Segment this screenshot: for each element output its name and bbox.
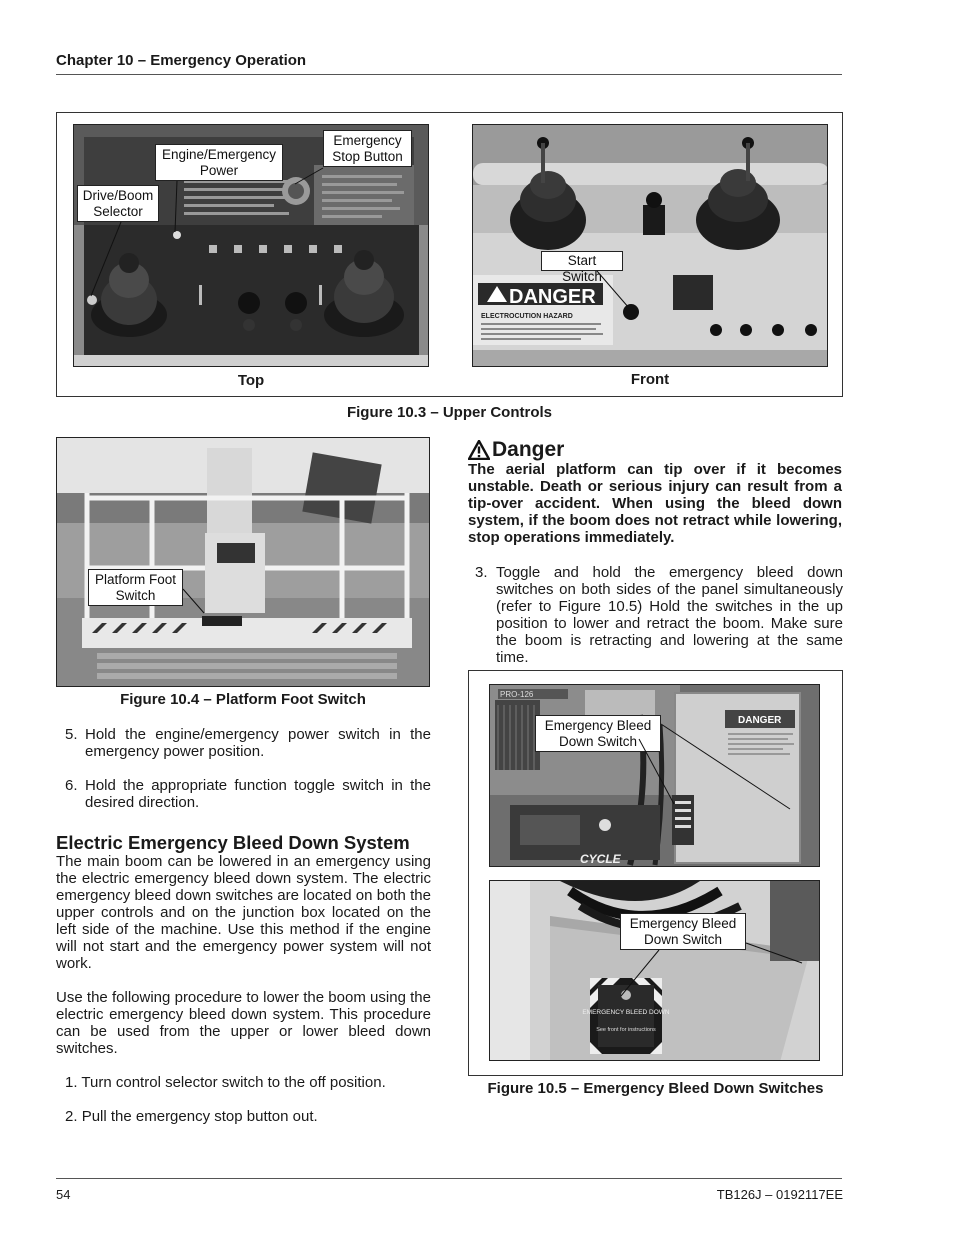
step-3-text: Toggle and hold the emergency bleed down switches on both sides of the panel simultaneously (refer to Figure 10.5) Hold the switches in the up position to lower and retract the boom. Make sure the boom is retracting and lowering at the same time. (496, 564, 843, 666)
top-photo-leader-lines (73, 124, 429, 367)
front-photo-leader-line (472, 124, 828, 367)
step-6-num: 6. (65, 777, 78, 794)
page-number: 54 (56, 1187, 71, 1202)
section-para-1: The main boom can be lowered in an emergency using the electric emergency bleed down system. The electric emergency bleed down switches are located on both the upper controls and on the junction box located on the left side of the machine. Use this method if the engine will not start and the emergency power system will not work. (56, 853, 431, 972)
step-1-text: Turn control selector switch to the off position. (81, 1074, 386, 1091)
top-label: Top (237, 372, 265, 389)
junction-photo-leader-lines (489, 684, 820, 867)
step-2 (65, 1108, 431, 1125)
callout-upper-bleed-down-switch: Emergency Bleed Down Switch (535, 715, 661, 752)
step-5 (65, 726, 431, 760)
platform-photo-leader-line (56, 437, 430, 687)
front-hazard-text: ELECTROCUTION HAZARD (481, 313, 573, 320)
step-3-num: 3. (475, 564, 488, 581)
header-rule (56, 74, 842, 75)
document-id: TB126J – 0192117EE (716, 1187, 843, 1202)
front-danger-word: DANGER (509, 286, 596, 308)
step-6 (65, 777, 431, 811)
danger-heading-text: Danger (492, 438, 565, 461)
footer-rule (56, 1178, 842, 1179)
chapter-title: Chapter 10 – Emergency Operation (56, 52, 307, 69)
callout-platform-foot-switch: Platform Foot Switch (88, 569, 183, 606)
callout-lower-bleed-down-switch: Emergency Bleed Down Switch (620, 913, 746, 950)
lower-photo-leader-lines (489, 880, 820, 1061)
callout-emergency-stop-button: Emergency Stop Button (323, 130, 412, 167)
step-3 (475, 564, 843, 666)
front-label: Front (630, 371, 670, 388)
step-2-num: 2. (65, 1108, 78, 1125)
step-5-text: Hold the engine/emergency power switch in the emergency power position. (85, 726, 431, 760)
step-1-num: 1. (65, 1074, 78, 1091)
step-5-num: 5. (65, 726, 78, 743)
section-heading: Electric Emergency Bleed Down System (56, 832, 410, 853)
callout-drive-boom-selector: Drive/Boom Selector (77, 185, 159, 222)
danger-text: The aerial platform can tip over if it becomes unstable. Death or serious injury can result from a tip-over accident. When using the bleed down system, if the boom does not retract while lowering, stop operations immediately. (468, 461, 842, 546)
figure-10-4-caption: Figure 10.4 – Platform Foot Switch (120, 691, 366, 708)
decal-sub-text: See front for instructions (596, 1027, 656, 1033)
danger-heading (468, 438, 564, 462)
figure-10-5-caption: Figure 10.5 – Emergency Bleed Down Switches (487, 1080, 824, 1097)
warning-triangle-icon (468, 440, 490, 460)
photo-text-pro: PRO-126 (500, 690, 534, 699)
photo-text-cycle: CYCLE (580, 852, 621, 866)
step-6-text: Hold the appropriate function toggle switch in the desired direction. (85, 777, 431, 811)
step-1 (65, 1074, 431, 1091)
callout-engine-emergency-power: Engine/Emergency Power (155, 144, 283, 181)
step-2-text: Pull the emergency stop button out. (81, 1108, 318, 1125)
figure-10-3-caption: Figure 10.3 – Upper Controls (346, 404, 553, 421)
section-para-2: Use the following procedure to lower the boom using the electric emergency bleed down system. This procedure can be used from the upper or lower bleed down switches. (56, 989, 431, 1057)
callout-start-switch: Start Switch (541, 251, 623, 271)
photo-text-danger: DANGER (738, 715, 782, 726)
decal-text: EMERGENCY BLEED DOWN (582, 1009, 670, 1016)
